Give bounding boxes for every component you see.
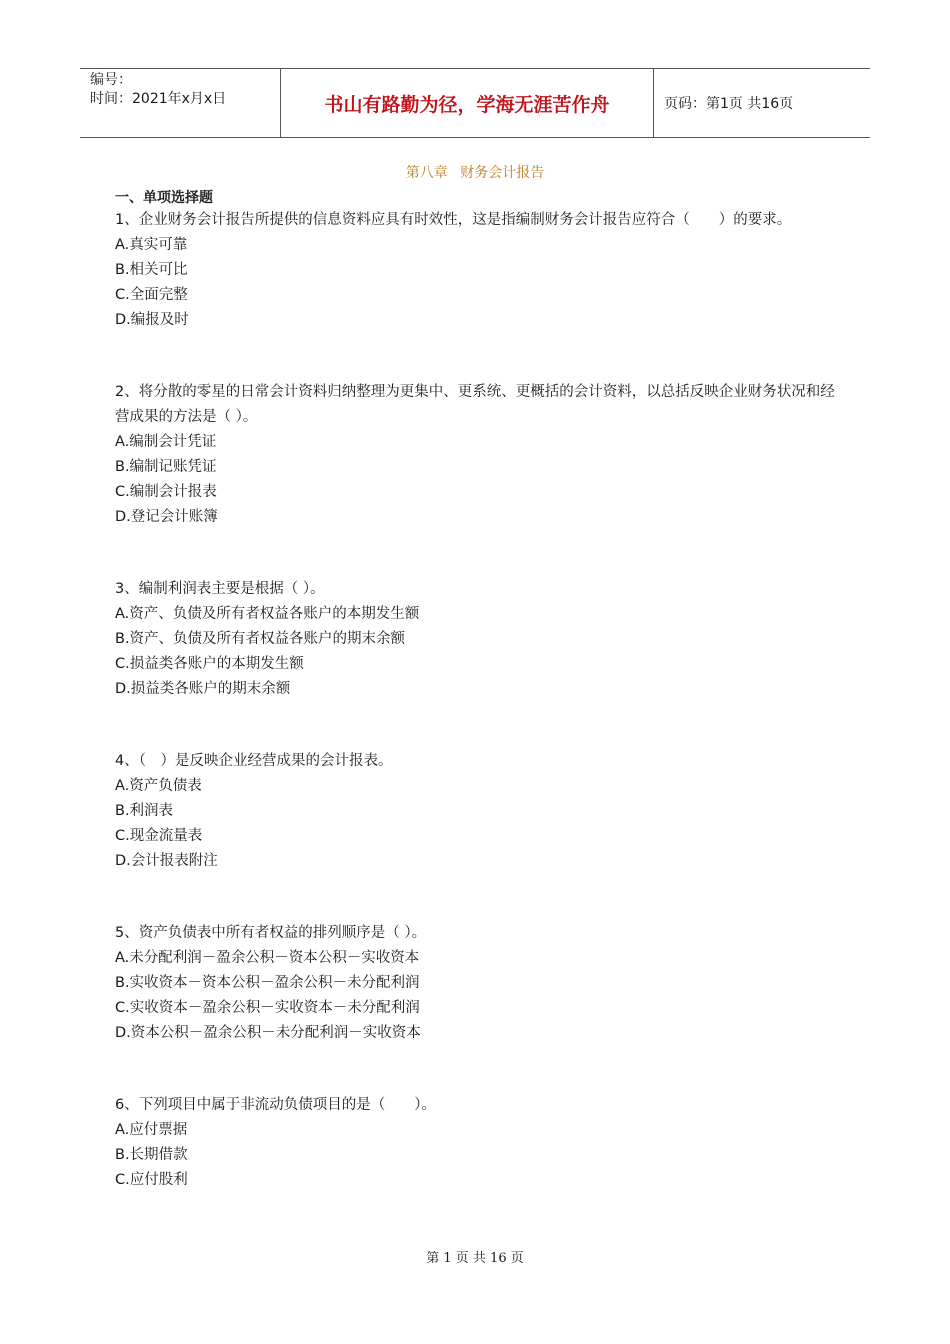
question-item xyxy=(115,1093,835,1193)
question-option: C.编制会计报表 xyxy=(115,484,217,500)
question-option: C.实收资本－盈余公积－实收资本－未分配利润 xyxy=(115,1000,420,1016)
question-option: C.应付股利 xyxy=(115,1172,188,1188)
question-stem: 1、企业财务会计报告所提供的信息资料应具有时效性，这是指编制财务会计报告应符合（ ）的要求。 xyxy=(115,212,792,228)
question-option: D.资本公积－盈余公积－未分配利润－实收资本 xyxy=(115,1025,421,1041)
chapter-heading xyxy=(0,162,950,182)
question-option: B.长期借款 xyxy=(115,1147,188,1163)
chapter-number: 第八章 xyxy=(405,165,448,181)
question-option: C.损益类各账户的本期发生额 xyxy=(115,656,304,672)
question-option: D.会计报表附注 xyxy=(115,853,218,869)
question-stem: 4、（ ）是反映企业经营成果的会计报表。 xyxy=(115,753,393,769)
page-header xyxy=(80,68,870,138)
code-label: 编号： xyxy=(90,72,132,88)
question-option: B.利润表 xyxy=(115,803,174,819)
question-option: D.登记会计账簿 xyxy=(115,509,218,525)
question-option: C.现金流量表 xyxy=(115,828,203,844)
header-motto: 书山有路勤为径，学海无涯苦作舟 xyxy=(281,69,654,137)
header-meta xyxy=(80,69,281,137)
question-option: A.资产负债表 xyxy=(115,778,202,794)
question-option: C.全面完整 xyxy=(115,287,188,303)
question-stem: 2、将分散的零星的日常会计资料归纳整理为更集中、更系统、更概括的会计资料，以总括反映企业财务状况和经营成果的方法是（ ）。 xyxy=(115,384,835,425)
time-label: 时间：2021年x月x日 xyxy=(90,91,227,107)
question-item xyxy=(115,577,835,702)
question-option: A.真实可靠 xyxy=(115,237,188,253)
question-item xyxy=(115,380,835,530)
question-stem: 3、编制利润表主要是根据（ ）。 xyxy=(115,581,325,597)
question-option: B.编制记账凭证 xyxy=(115,459,217,475)
question-option: B.实收资本－资本公积－盈余公积－未分配利润 xyxy=(115,975,420,991)
chapter-title: 财务会计报告 xyxy=(460,165,545,181)
section-title: 一、单项选择题 xyxy=(115,190,213,206)
question-option: D.编报及时 xyxy=(115,312,189,328)
question-option: A.资产、负债及所有者权益各账户的本期发生额 xyxy=(115,606,420,622)
header-page-code: 页码：第1页 共16页 xyxy=(664,96,794,112)
question-option: B.相关可比 xyxy=(115,262,188,278)
question-item xyxy=(115,921,835,1046)
question-list xyxy=(115,208,835,1193)
question-stem: 6、下列项目中属于非流动负债项目的是（ ）。 xyxy=(115,1097,436,1113)
question-option: B.资产、负债及所有者权益各账户的期末余额 xyxy=(115,631,406,647)
question-option: D.损益类各账户的期末余额 xyxy=(115,681,291,697)
question-stem: 5、资产负债表中所有者权益的排列顺序是（ ）。 xyxy=(115,925,427,941)
page-footer: 第 1 页 共 16 页 xyxy=(426,1251,524,1266)
question-option: A.未分配利润－盈余公积－资本公积－实收资本 xyxy=(115,950,420,966)
question-option: A.应付票据 xyxy=(115,1122,188,1138)
question-item xyxy=(115,749,835,874)
question-item xyxy=(115,208,835,333)
question-option: A.编制会计凭证 xyxy=(115,434,217,450)
